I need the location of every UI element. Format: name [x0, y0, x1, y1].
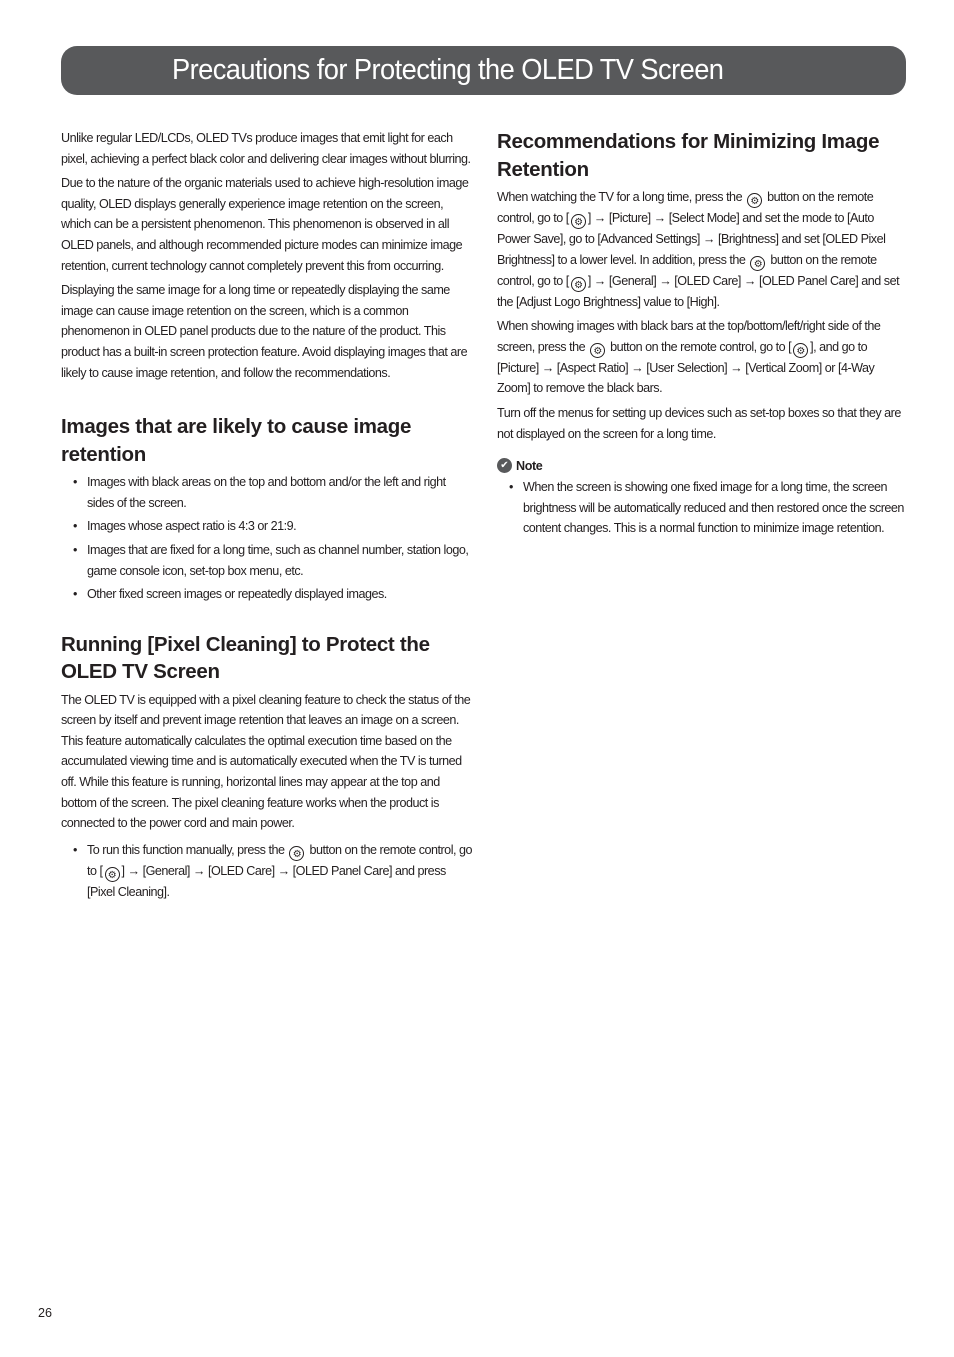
pixel-cleaning-paragraph: The OLED TV is equipped with a pixel cleaning feature to check the status of the screen by itself and prevent image retention that leaves an image on a screen. This feature automatically calculates the optimal execution time based on the accumulated viewing time and is automatically executed when the TV is turned off. While this feature is running, horizontal lines may appear at the top and bottom of the screen. The pixel cleaning feature works when the product is connected to the power cord and main power. [61, 692, 471, 831]
settings-icon: ⚙ [105, 867, 120, 882]
note-list [497, 477, 909, 539]
pixel-cleaning-list [61, 840, 473, 903]
settings-icon: ⚙ [590, 343, 605, 358]
right-column [497, 128, 909, 542]
settings-icon: ⚙ [571, 277, 586, 292]
page-title: Precautions for Protecting the OLED TV Screen [172, 54, 724, 86]
intro-paragraph-1: Unlike regular LED/LCDs, OLED TVs produce images that emit light for each pixel, achieving a perfect black color and delivering clear images without blurring. [61, 131, 471, 166]
recommendations-heading: Recommendations for Minimizing Image Retention [497, 130, 880, 181]
list-item: • Images whose aspect ratio is 4:3 or 21:9. [61, 516, 473, 537]
settings-icon: ⚙ [747, 193, 762, 208]
recommendations-paragraph-1: When watching the TV for a long time, press the ⚙ button on the remote control, go to [ ⚙ ] → [Picture] → [Select Mode] and set the mode to [Auto Power Save], go to [Advanced Settings] → [Brightness] and set [OLED Pixel Brightness] to a lower level. In addition, press the ⚙ button on the remote control, go to [ ⚙ ] → [General] → [OLED Care] → [OLED Panel Care] and set the [Adjust Logo Brightness] value to [High]. [497, 190, 900, 309]
settings-icon: ⚙ [289, 846, 304, 861]
list-item: • Other fixed screen images or repeatedly displayed images. [61, 584, 473, 605]
list-item: • Images with black areas on the top and bottom and/or the left and right sides of the screen. [61, 472, 473, 513]
images-list [61, 472, 473, 605]
note-label [497, 458, 909, 473]
settings-icon: ⚙ [750, 256, 765, 271]
page-number: 26 [38, 1306, 53, 1320]
left-column [61, 128, 473, 905]
recommendations-paragraph-2: When showing images with black bars at the top/bottom/left/right side of the screen, press the ⚙ button on the remote control, go to [ ⚙ ], and go to [Picture] → [Aspect Ratio] → [User Selection] → [Vertical Zoom] or [4-Way Zoom] to remove the black bars. [497, 319, 881, 396]
list-item: • When the screen is showing one fixed image for a long time, the screen brightness will be automatically reduced and then restored once the screen content changes. This is a normal function to minimize image retention. [497, 477, 909, 539]
intro-paragraph-2: Due to the nature of the organic materials used to achieve high-resolution image quality, OLED displays generally experience image retention on the screen, which can be a persistent phenomenon. This phenomenon is observed in all OLED panels, and although recommended picture modes can minimize image retention, current technology cannot completely prevent this from occurring. [61, 176, 469, 273]
note-title: Note [516, 458, 543, 473]
settings-icon: ⚙ [571, 214, 586, 229]
recommendations-paragraph-3: Turn off the menus for setting up devices such as set-top boxes so that they are not displayed on the screen for a long time. [497, 405, 901, 441]
list-item: • Images that are fixed for a long time, such as channel number, station logo, game console icon, set-top box menu, etc. [61, 540, 473, 581]
images-heading: Images that are likely to cause image retention [61, 415, 412, 466]
list-item: • To run this function manually, press the ⚙ button on the remote control, go to [ ⚙ ] → [General] → [OLED Care] → [OLED Panel Care] and press [Pixel Cleaning]. [61, 840, 473, 903]
pixel-cleaning-heading: Running [Pixel Cleaning] to Protect the OLED TV Screen [61, 632, 430, 684]
note-check-icon: ✔ [497, 458, 512, 473]
settings-icon: ⚙ [793, 343, 808, 358]
intro-paragraph-3: Displaying the same image for a long time or repeatedly displaying the same image can cause image retention on the screen, which is a common phenomenon in OLED panel products due to the nature of the product. This product has a built-in screen protection feature. Avoid displaying images that are likely to cause image retention, and follow the recommendations. [61, 283, 468, 380]
title-bar [61, 46, 906, 95]
